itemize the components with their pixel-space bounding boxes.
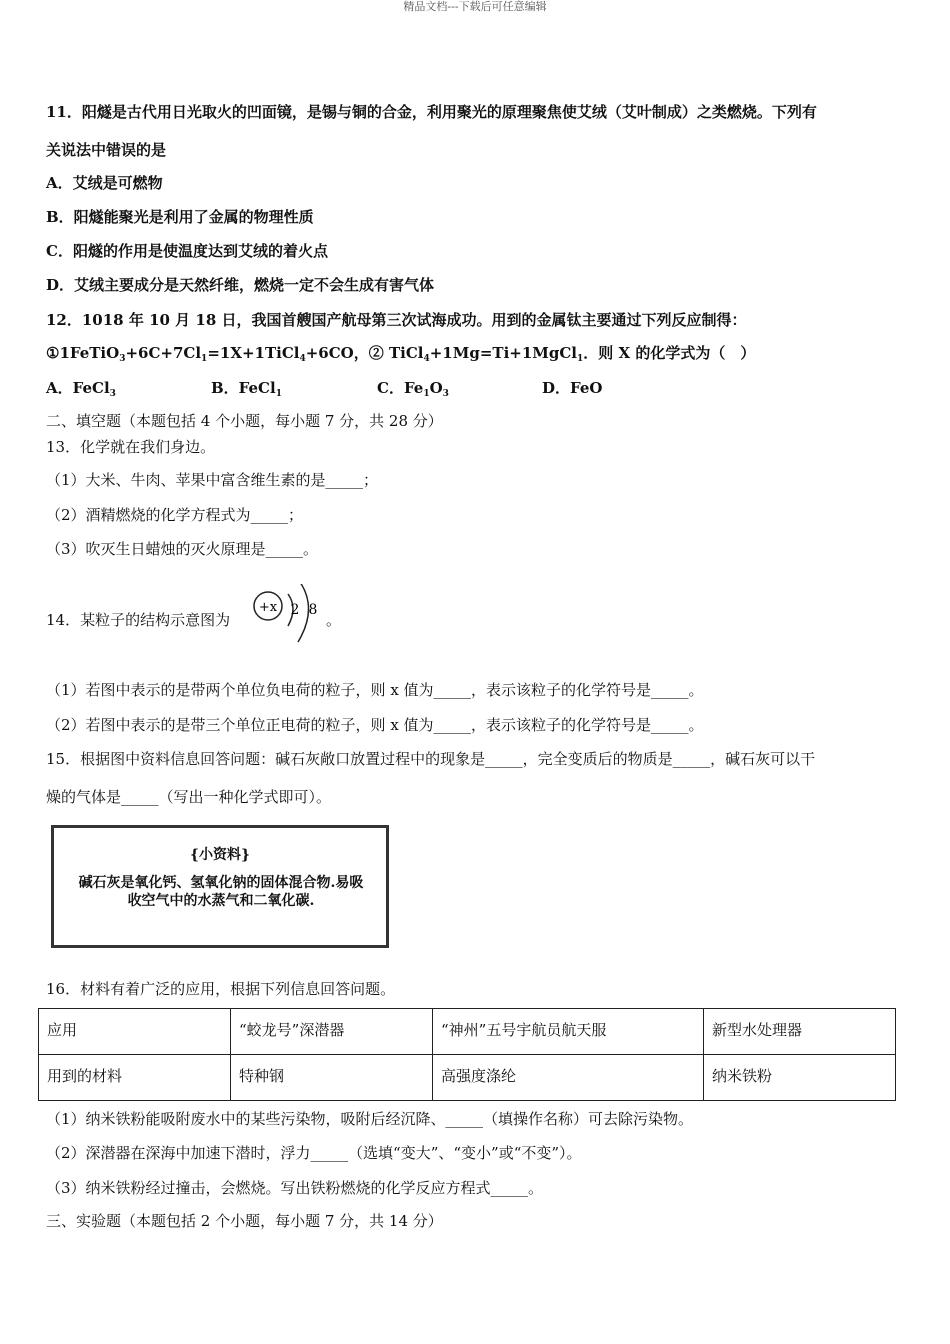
table-cell: 高强度涤纶 xyxy=(433,1055,704,1101)
table-cell: “蛟龙号”深潜器 xyxy=(231,1009,433,1055)
q16-stem: 16．材料有着广泛的应用，根据下列信息回答问题。 xyxy=(46,980,396,998)
electron-shell-2 xyxy=(298,584,309,642)
q12-option-a: A．FeCl$_3$ xyxy=(46,379,116,399)
q11-option-c: C．阳燧的作用是使温度达到艾绒的着火点 xyxy=(46,242,328,260)
q11-option-b: B．阳燧能聚光是利用了金属的物理性质 xyxy=(46,208,314,226)
q12-stem: 12．1018 年 10 月 18 日，我国首艘国产航母第三次试海成功。用到的金属钛主要通过下列反应制得： xyxy=(46,311,747,329)
q11-option-d: D．艾绒主要成分是天然纤维，燃烧一定不会生成有害气体 xyxy=(46,276,435,294)
info-box-text: 碱石灰是氧化钙、氢氧化钠的固体混合物.易吸收空气中的水蒸气和二氧化碳. xyxy=(78,875,364,909)
page-header: 精品文档---下载后可任意编辑 xyxy=(403,0,547,13)
q13-part1: （1）大米、牛肉、苹果中富含维生素的是_____； xyxy=(46,471,379,489)
q14-part2: （2）若图中表示的是带三个单位正电荷的粒子，则 x 值为_____，表示该粒子的化学符号是_____。 xyxy=(46,716,704,734)
table-cell: 新型水处理器 xyxy=(704,1009,896,1055)
table-row xyxy=(39,1009,896,1055)
q16-part2: （2）深潜器在深海中加速下潜时，浮力_____（选填“变大”、“变小”或“不变”）。 xyxy=(46,1144,582,1162)
table-cell: 应用 xyxy=(39,1009,231,1055)
table-cell: “神州”五号宇航员航天服 xyxy=(433,1009,704,1055)
table-cell: 特种钢 xyxy=(231,1055,433,1101)
q12-option-c: C．$Fe_1O_3$ xyxy=(377,379,449,399)
q11-stem-line1: 11．阳燧是古代用日光取火的凹面镜，是锡与铜的合金，利用聚光的原理聚焦使艾绒（艾叶制成）之类燃烧。下列有 xyxy=(46,103,817,121)
table-row xyxy=(39,1055,896,1101)
table-cell: 纳米铁粉 xyxy=(704,1055,896,1101)
atom-structure-diagram xyxy=(248,584,328,646)
q12-option-d: D．FeO xyxy=(542,379,603,397)
q14-stem: 14．某粒子的结构示意图为 xyxy=(46,611,231,629)
table-cell: 用到的材料 xyxy=(39,1055,231,1101)
info-box xyxy=(51,825,389,948)
q14-part1: （1）若图中表示的是带两个单位负电荷的粒子，则 x 值为_____，表示该粒子的化学符号是_____。 xyxy=(46,681,704,699)
materials-table xyxy=(38,1008,896,1101)
shell2-electrons: 8 xyxy=(308,602,318,618)
q12-option-b: B．FeCl$_1$ xyxy=(211,379,282,399)
section2-heading: 二、填空题（本题包括 4 个小题，每小题 7 分，共 28 分） xyxy=(46,412,443,430)
shell1-electrons: 2 xyxy=(290,602,300,618)
q16-part3: （3）纳米铁粉经过撞击，会燃烧。写出铁粉燃烧的化学反应方程式_____。 xyxy=(46,1179,544,1197)
q12-equation: $①1FeTiO_3+6C+7Cl_1=1X+1TiCl_4+6CO$，② TiCl$_4$+1Mg=Ti+1MgCl$_1$．则 X 的化学式为（ ） xyxy=(46,344,756,364)
q15-line2: 燥的气体是_____（写出一种化学式即可）。 xyxy=(46,788,332,806)
q14-stem-end: 。 xyxy=(326,611,342,629)
nucleus-charge: +x xyxy=(258,600,278,615)
q15-line1: 15．根据图中资料信息回答问题：碱石灰敞口放置过程中的现象是_____，完全变质后的物质是_____，碱石灰可以干 xyxy=(46,750,816,768)
q11-option-a: A．艾绒是可燃物 xyxy=(46,174,163,192)
section3-heading: 三、实验题（本题包括 2 个小题，每小题 7 分，共 14 分） xyxy=(46,1212,443,1230)
q11-stem-line2: 关说法中错误的是 xyxy=(46,141,167,159)
info-box-title: {小资料} xyxy=(189,847,250,863)
q16-part1: （1）纳米铁粉能吸附废水中的某些污染物，吸附后经沉降、_____（填操作名称）可去除污染物。 xyxy=(46,1110,694,1128)
q13-part2: （2）酒精燃烧的化学方程式为_____； xyxy=(46,506,304,524)
q13-part3: （3）吹灭生日蜡烛的灭火原理是_____。 xyxy=(46,540,319,558)
q13-stem: 13．化学就在我们身边。 xyxy=(46,438,216,456)
